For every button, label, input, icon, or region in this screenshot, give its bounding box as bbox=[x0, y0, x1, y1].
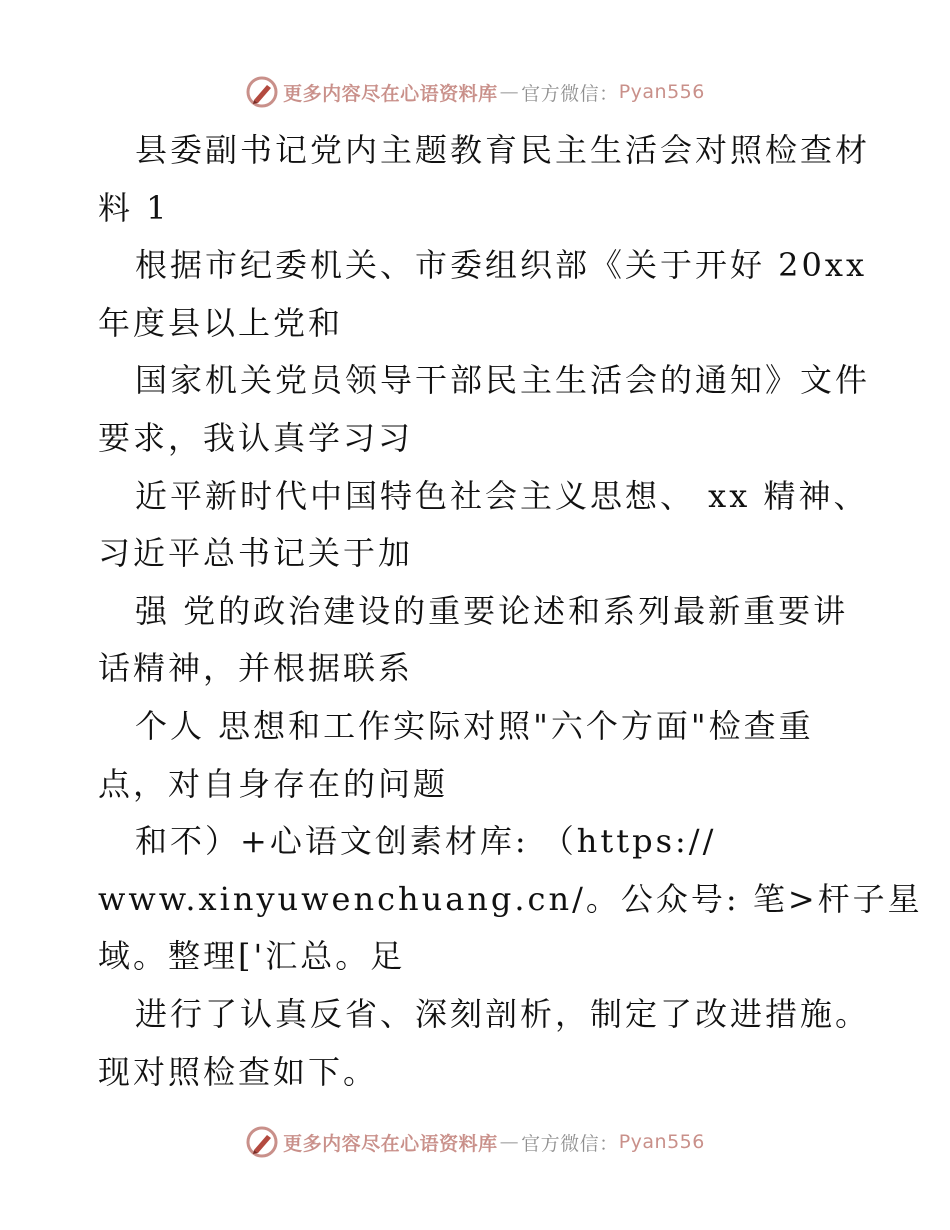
banner-wechat-label: 官方微信： bbox=[521, 82, 619, 105]
banner-wechat-id: Pyan556 bbox=[618, 1131, 705, 1153]
text-line: 习近平总书记关于加 bbox=[98, 534, 414, 573]
banner-dash: — bbox=[499, 1131, 520, 1153]
text-line: 年度县以上党和 bbox=[98, 303, 344, 342]
text-line: 域。整理['汇总。足 bbox=[98, 937, 406, 976]
text-line: 强 党的政治建设的重要论述和系列最新重要讲 bbox=[135, 591, 849, 630]
document-body bbox=[98, 122, 923, 1101]
banner-dash: — bbox=[499, 81, 520, 103]
pen-logo-icon bbox=[245, 75, 279, 109]
text-line: 县委副书记党内主题教育民主生活会对照检查材 bbox=[135, 131, 871, 169]
text-line: 根据市纪委机关、市委组织部《关于开好 20xx bbox=[135, 246, 867, 285]
banner-site-text: 更多内容尽在心语资料库 bbox=[283, 82, 498, 105]
text-line: 国家机关党员领导干部民主生活会的通知》文件 bbox=[135, 361, 871, 400]
header-watermark-banner bbox=[0, 72, 950, 112]
text-line: 料 1 bbox=[98, 188, 170, 227]
text-line: 要求，我认真学习习 bbox=[98, 418, 414, 457]
text-line: 点，对自身存在的问题 bbox=[98, 764, 449, 803]
text-line: 和不）+心语文创素材库: （https:// bbox=[135, 822, 717, 861]
text-line: 近平新时代中国特色社会主义思想、 xx 精神、 bbox=[135, 476, 869, 515]
text-line: 现对照检查如下。 bbox=[98, 1052, 379, 1091]
banner-wechat-id: Pyan556 bbox=[618, 81, 705, 103]
text-line: 个人 思想和工作实际对照"六个方面"检查重 bbox=[135, 706, 814, 745]
pen-logo-icon bbox=[245, 1125, 279, 1159]
text-line: 进行了认真反省、深刻剖析，制定了改进措施。 bbox=[135, 994, 871, 1033]
text-line: www.xinyuwenchuang.cn/。公众号: 笔>杆子星 bbox=[98, 879, 923, 918]
text-line: 话精神，并根据联系 bbox=[98, 649, 414, 688]
banner-site-text: 更多内容尽在心语资料库 bbox=[283, 1132, 498, 1155]
footer-watermark-banner bbox=[0, 1122, 950, 1162]
banner-wechat-label: 官方微信： bbox=[521, 1132, 619, 1155]
